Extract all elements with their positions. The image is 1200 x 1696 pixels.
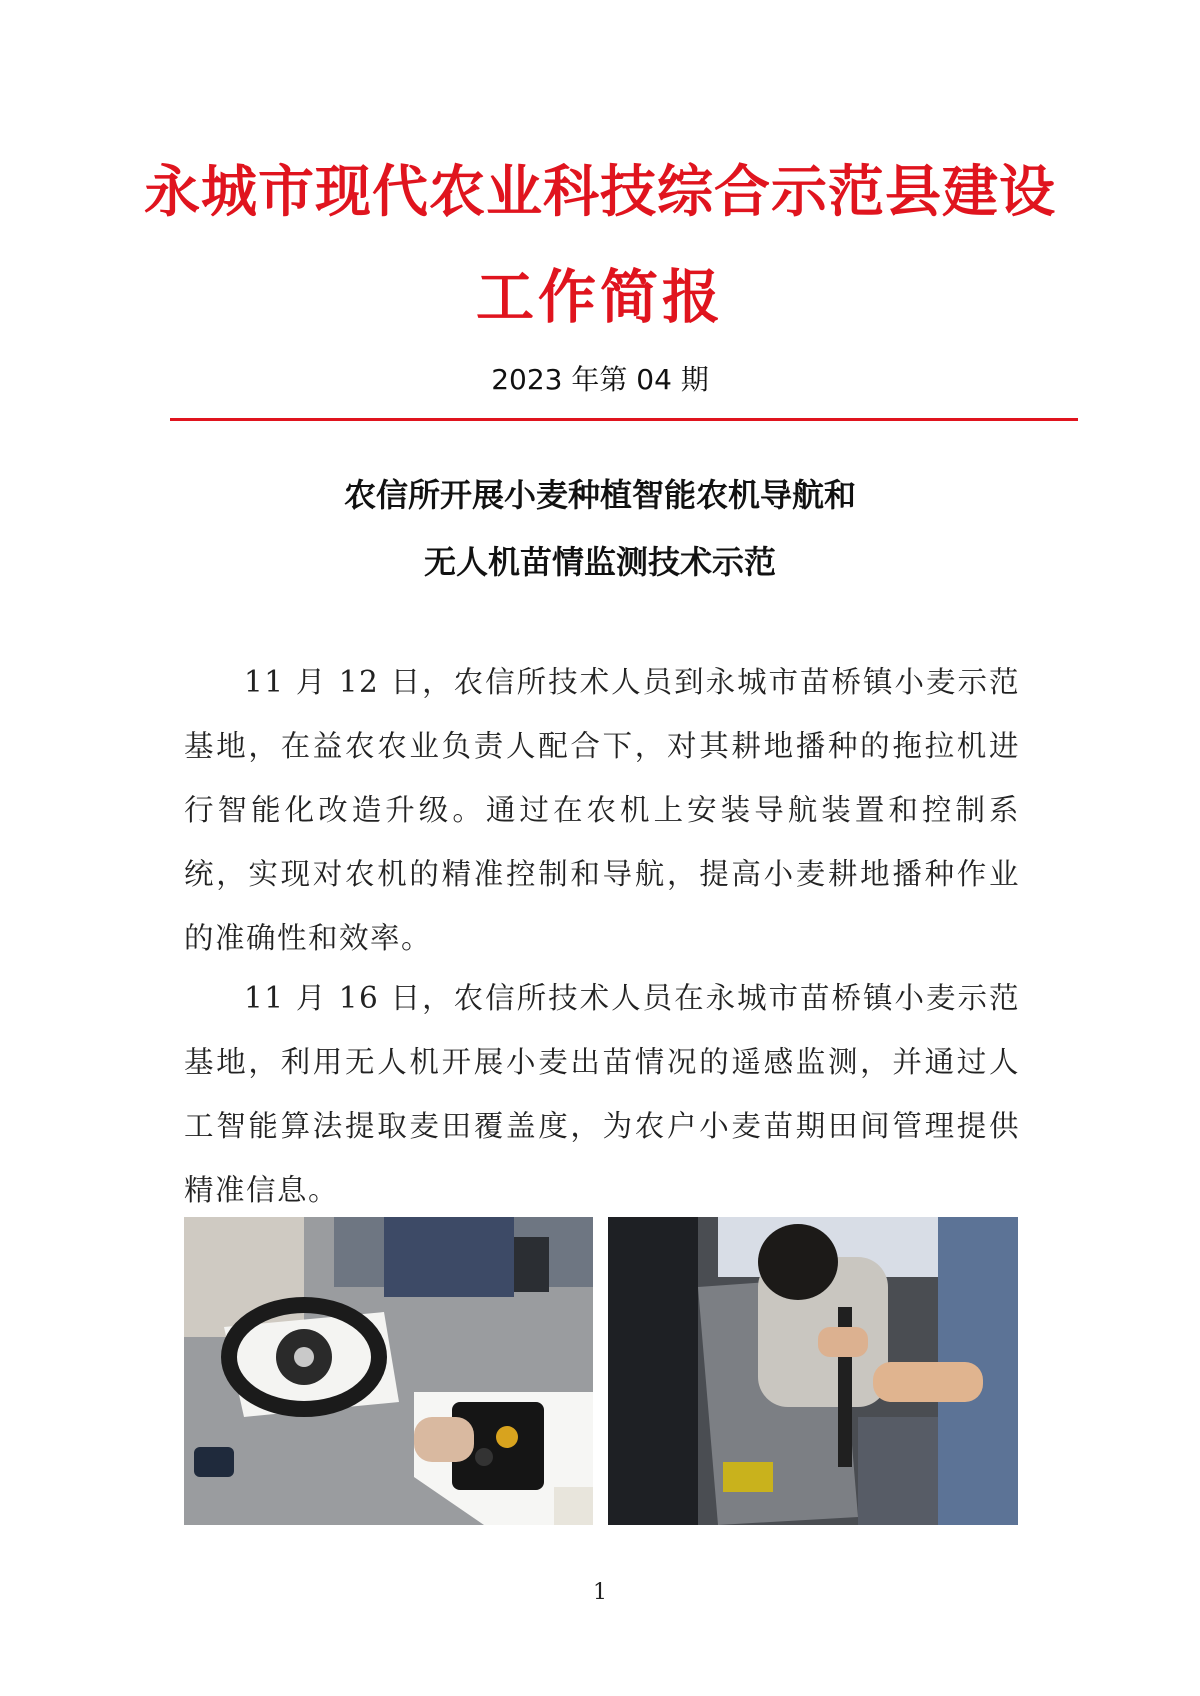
bulletin-title: 永城市现代农业科技综合示范县建设 — [144, 159, 1056, 225]
article-paragraph-2: 11 月 16 日，农信所技术人员在永城市苗桥镇小麦示范基地，利用无人机开展小麦出苗情况的遥感监测，并通过人工智能算法提取麦田覆盖度，为农户小麦苗期田间管理提供精准信息。 — [184, 981, 1020, 1207]
article-headline-line2: 无人机苗情监测技术示范 — [423, 543, 776, 581]
photo-navigation-install — [184, 1217, 593, 1525]
photo-drone-monitoring — [608, 1217, 1018, 1525]
article-headline-line1: 农信所开展小麦种植智能农机导航和 — [343, 476, 856, 514]
bulletin-subtitle: 工作简报 — [475, 263, 724, 331]
article-paragraph-1: 11 月 12 日，农信所技术人员到永城市苗桥镇小麦示范基地，在益农农业负责人配合下，对其耕地播种的拖拉机进行智能化改造升级。通过在农机上安装导航装置和控制系统，实现对农机的精准控制和导航，提高小麦耕地播种作业的准确性和效率。 — [184, 665, 1020, 955]
issue-number: 2023 年第 04 期 — [491, 363, 709, 396]
page-number: 1 — [593, 1580, 607, 1605]
header-divider — [170, 418, 1078, 421]
